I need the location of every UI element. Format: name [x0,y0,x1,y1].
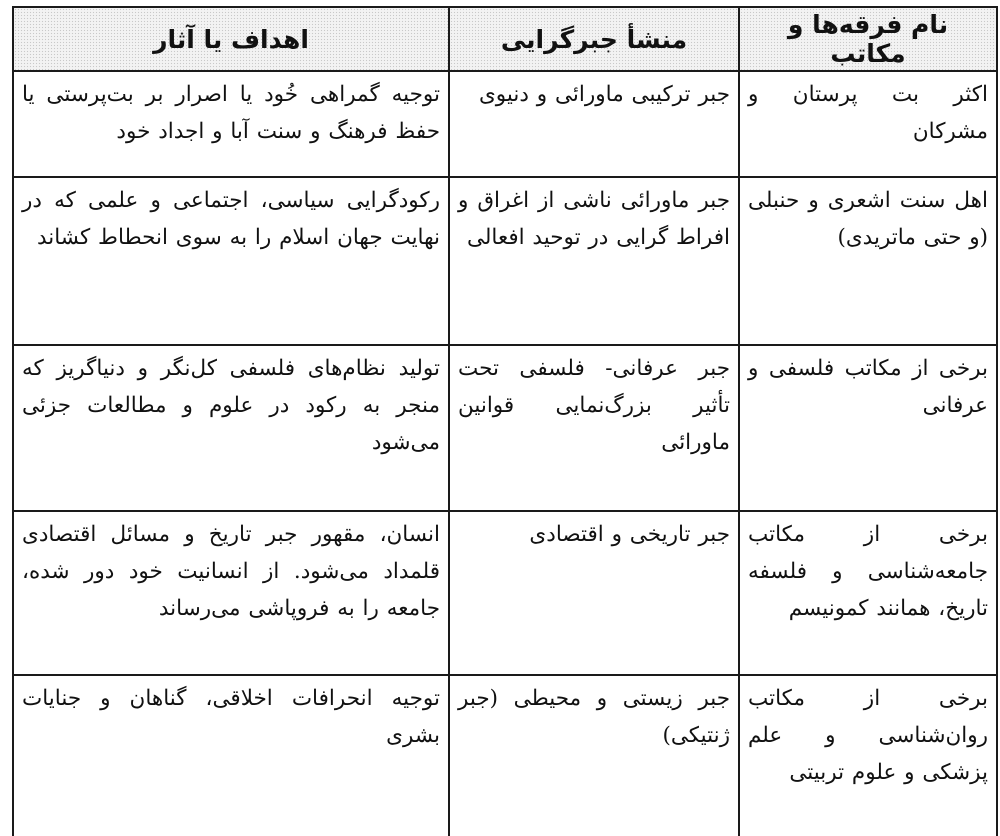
cell-goals-effects: رکودگرایی سیاسی، اجتماعی و علمی که در نهایت جهان اسلام را به سوی انحطاط کشاند [13,177,449,345]
cell-sect-name: اکثر بت پرستان و مشرکان [739,71,997,177]
table-row [13,177,997,345]
cell-origin: جبر تاریخی و اقتصادی [449,511,739,675]
cell-goals-effects: توجیه انحرافات اخلاقی، گناهان و جنایات بشری [13,675,449,836]
cell-sect-name: برخی از مکاتب جامعه‌شناسی و فلسفه تاریخ، همانند کمونیسم [739,511,997,675]
header-sect-name: نام فرقه‌ها و مکاتب [739,7,997,71]
cell-origin: جبر زیستی و محیطی (جبر ژنتیکی) [449,675,739,836]
cell-sect-name: اهل سنت اشعری و حنبلی (و حتی ماتریدی) [739,177,997,345]
table-header-row [13,7,997,71]
cell-origin: جبر ماورائی ناشی از اغراق و افراط گرایی در توحید افعالی [449,177,739,345]
cell-origin: جبر ترکیبی ماورائی و دنیوی [449,71,739,177]
table-row [13,675,997,836]
sects-comparison-table [12,6,998,836]
header-origin: منشأ جبرگرایی [449,7,739,71]
cell-sect-name: برخی از مکاتب فلسفی و عرفانی [739,345,997,511]
cell-sect-name: برخی از مکاتب روان‌شناسی و علم پزشکی و علوم تربیتی [739,675,997,836]
cell-origin: جبر عرفانی- فلسفی تحت تأثیر بزرگ‌نمایی قوانین ماورائی [449,345,739,511]
table-row [13,71,997,177]
cell-goals-effects: تولید نظام‌های فلسفی کل‌نگر و دنیاگریز که منجر به رکود در علوم و مطالعات جزئی می‌شود [13,345,449,511]
header-goals-effects: اهداف یا آثار [13,7,449,71]
cell-goals-effects: انسان، مقهور جبر تاریخ و مسائل اقتصادی قلمداد می‌شود. از انسانیت خود دور شده، جامعه را به فروپاشی می‌رساند [13,511,449,675]
table-row [13,345,997,511]
table-row [13,511,997,675]
cell-goals-effects: توجیه گمراهی خُود یا اصرار بر بت‌پرستی یا حفظ فرهنگ و سنت آبا و اجداد خود [13,71,449,177]
